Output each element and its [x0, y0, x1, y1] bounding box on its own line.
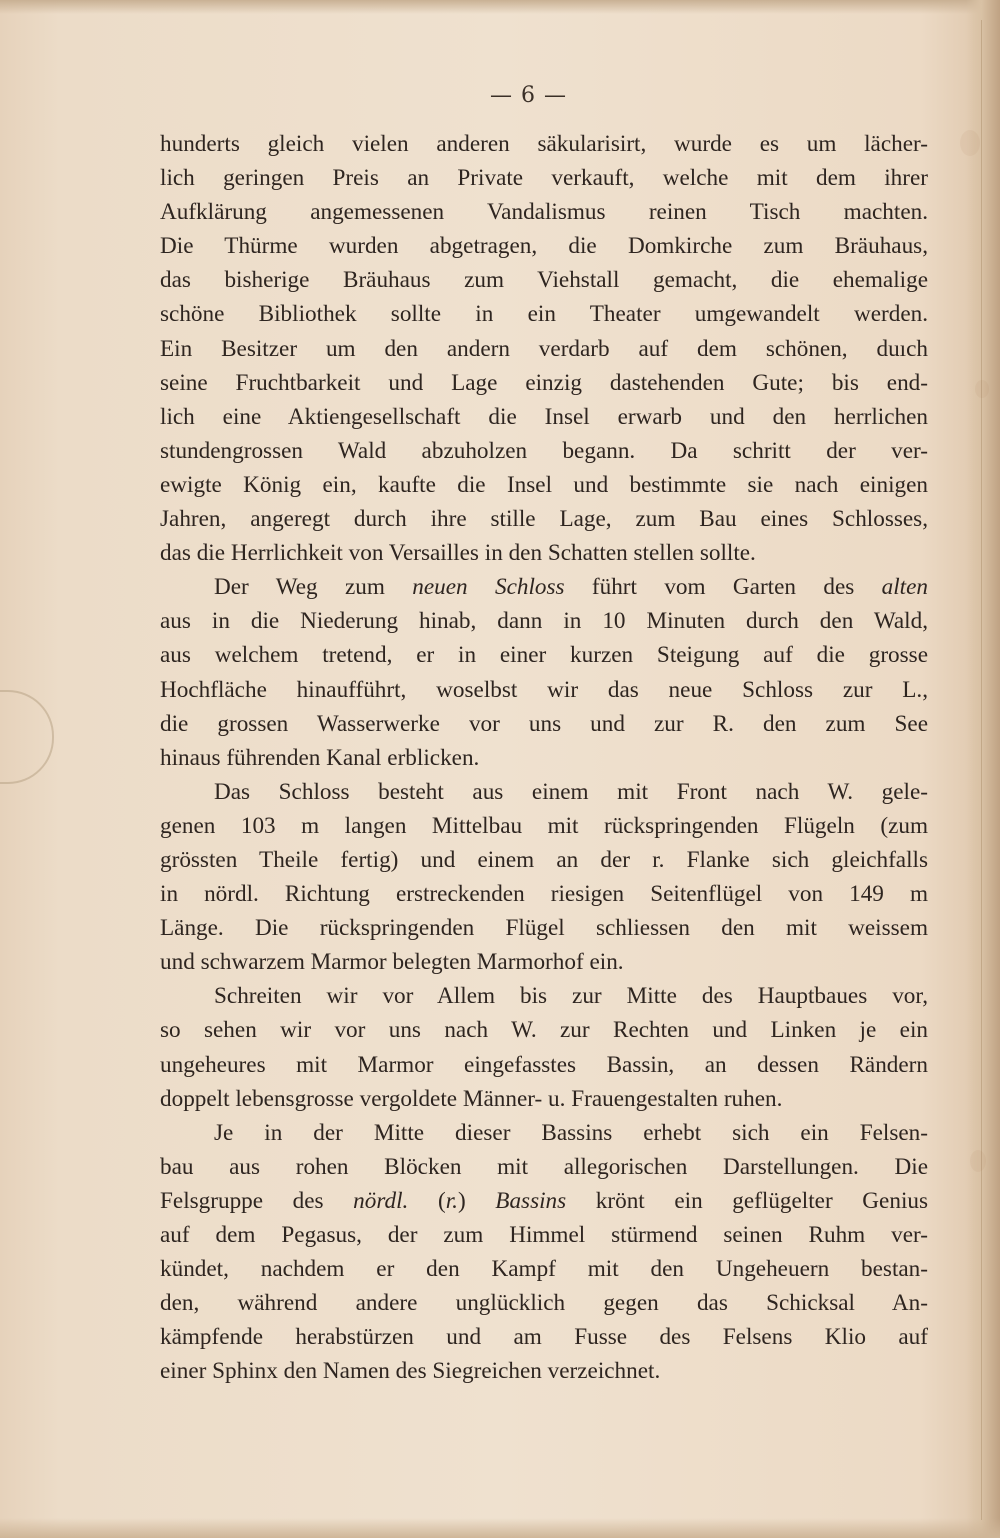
- text-segment: ungeheures mit Marmor eingefasstes Bassin, an dessen Rändern: [160, 1051, 928, 1078]
- text-line: [160, 1320, 928, 1354]
- text-line: [160, 502, 928, 536]
- page-fold-line: [981, 20, 982, 1520]
- text-segment: Je in der Mitte dieser Bassins erhebt sich ein Felsen-: [214, 1119, 928, 1146]
- text-line: [160, 1286, 928, 1320]
- text-segment: den, während andere unglücklich gegen das Schicksal An-: [160, 1290, 928, 1317]
- text-segment: seine Fruchtbarkeit und Lage einzig dastehenden Gute; bis end-: [160, 369, 928, 396]
- text-segment: Ein Besitzer um den andern verdarb auf dem schönen, duıch: [160, 335, 928, 362]
- text-segment: genen 103 m langen Mittelbau mit rückspringenden Flügeln (zum: [160, 812, 928, 839]
- paragraph: [160, 775, 928, 980]
- text-segment: hinaus führenden Kanal erblicken.: [160, 744, 480, 771]
- text-line: [160, 775, 928, 809]
- text-segment: Aufklärung angemessenen Vandalismus reinen Tisch machten.: [160, 199, 928, 226]
- paragraph: [160, 1116, 928, 1389]
- text-segment: bau aus rohen Blöcken mit allegorischen Darstellungen. Die: [160, 1153, 928, 1180]
- text-segment: nördl.: [353, 1187, 409, 1214]
- text-line: [160, 707, 928, 741]
- text-segment: grössten Theile fertig) und einem an der r. Flanke sich gleichfalls: [160, 846, 928, 873]
- text-line: [160, 877, 928, 911]
- text-segment: alten: [881, 574, 928, 601]
- text-line: [160, 673, 928, 707]
- paragraph: [160, 127, 928, 570]
- text-line: [160, 1354, 928, 1388]
- text-line: [160, 1184, 928, 1218]
- text-line: [160, 536, 928, 570]
- text-line: [160, 1150, 928, 1184]
- text-segment: hunderts gleich vielen anderen säkularisirt, wurde es um lächer-: [160, 131, 928, 157]
- text-line: [160, 570, 928, 604]
- binding-mark: [0, 690, 54, 784]
- text-segment: (: [408, 1187, 446, 1214]
- text-line: [160, 604, 928, 638]
- page-right-edge: [966, 0, 1000, 1538]
- text-line: [160, 1082, 928, 1116]
- text-segment: Länge. Die rückspringenden Flügel schliessen den mit weissem: [160, 915, 928, 942]
- text-segment: aus welchem tretend, er in einer kurzen Steigung auf die grosse: [160, 642, 928, 669]
- text-line: [160, 1116, 928, 1150]
- text-segment: auf dem Pegasus, der zum Himmel stürmend seinen Ruhm ver-: [160, 1222, 928, 1248]
- text-line: [160, 366, 928, 400]
- text-line: [160, 638, 928, 672]
- text-line: [160, 911, 928, 945]
- text-line: [160, 297, 928, 331]
- text-line: [160, 468, 928, 502]
- text-segment: Hochfläche hinaufführt, woselbst wir das neue Schloss zur L.,: [160, 676, 928, 703]
- text-line: [160, 1048, 928, 1082]
- paper-stain: [960, 130, 980, 156]
- text-segment: kündet, nachdem er den Kampf mit den Ungeheuern bestan-: [160, 1256, 928, 1283]
- text-segment: die grossen Wasserwerke vor uns und zur R. den zum See: [160, 710, 928, 737]
- text-line: [160, 434, 928, 468]
- text-line: [160, 400, 928, 434]
- text-segment: Felsgruppe des: [160, 1187, 354, 1214]
- text-segment: ewigte König ein, kaufte die Insel und bestimmte sie nach einigen: [160, 471, 928, 498]
- text-segment: Bassins: [495, 1187, 567, 1214]
- text-segment: Das Schloss besteht aus einem mit Front nach W. gele-: [214, 778, 928, 805]
- text-segment: Der Weg zum: [214, 574, 413, 601]
- text-segment: aus in die Niederung hinab, dann in 10 Minuten durch den Wald,: [160, 608, 928, 635]
- text-segment: kämpfende herabstürzen und am Fusse des Felsens Klio auf: [160, 1324, 928, 1351]
- text-segment: so sehen wir vor uns nach W. zur Rechten und Linken je ein: [160, 1017, 928, 1044]
- text-line: [160, 229, 928, 263]
- text-segment: r.: [445, 1187, 458, 1214]
- text-segment: stundengrossen Wald abzuholzen begann. Da schritt der ver-: [160, 437, 928, 464]
- text-segment: das die Herrlichkeit von Versailles in den Schatten stellen sollte.: [160, 540, 756, 567]
- page-bottom-edge: [0, 1518, 1000, 1538]
- text-line: [160, 1013, 928, 1047]
- page-number: — 6 —: [490, 83, 567, 108]
- paragraph: [160, 979, 928, 1115]
- text-segment: lich eine Aktiengesellschaft die Insel erwarb und den herrlichen: [160, 403, 928, 430]
- text-line: [160, 195, 928, 229]
- page-top-edge: [0, 0, 1000, 14]
- paper-stain: [975, 380, 989, 398]
- text-line: [160, 843, 928, 877]
- text-line: [160, 161, 928, 195]
- text-segment: einer Sphinx den Namen des Siegreichen verzeichnet.: [160, 1358, 661, 1385]
- text-line: [160, 332, 928, 366]
- text-segment: neuen Schloss: [412, 574, 565, 601]
- text-segment: krönt ein geflügelter Genius: [566, 1187, 928, 1214]
- text-segment: doppelt lebensgrosse vergoldete Männer- u. Frauengestalten ruhen.: [160, 1085, 783, 1112]
- text-segment: und schwarzem Marmor belegten Marmorhof ein.: [160, 949, 624, 976]
- text-segment: Schreiten wir vor Allem bis zur Mitte des Hauptbaues vor,: [214, 983, 928, 1010]
- paper-stain: [970, 1150, 986, 1172]
- text-line: [160, 1252, 928, 1286]
- text-segment: lich geringen Preis an Private verkauft, welche mit dem ihrer: [160, 165, 928, 192]
- text-segment: das bisherige Bräuhaus zum Viehstall gemacht, die ehemalige: [160, 267, 928, 294]
- text-segment: führt vom Garten des: [564, 574, 882, 601]
- text-line: [160, 741, 928, 775]
- text-line: [160, 1218, 928, 1252]
- text-segment: schöne Bibliothek sollte in ein Theater umgewandelt werden.: [160, 301, 928, 328]
- text-line: [160, 979, 928, 1013]
- body-text: [160, 127, 928, 1388]
- text-segment: Die Thürme wurden abgetragen, die Domkirche zum Bräuhaus,: [160, 233, 928, 260]
- text-line: [160, 945, 928, 979]
- text-line: [160, 263, 928, 297]
- text-segment: in nördl. Richtung erstreckenden riesigen Seitenflügel von 149 m: [160, 881, 928, 908]
- text-segment: Jahren, angeregt durch ihre stille Lage, zum Bau eines Schlosses,: [160, 506, 928, 533]
- text-line: [160, 127, 928, 161]
- text-line: [160, 809, 928, 843]
- text-segment: ): [457, 1187, 496, 1214]
- paragraph: [160, 570, 928, 775]
